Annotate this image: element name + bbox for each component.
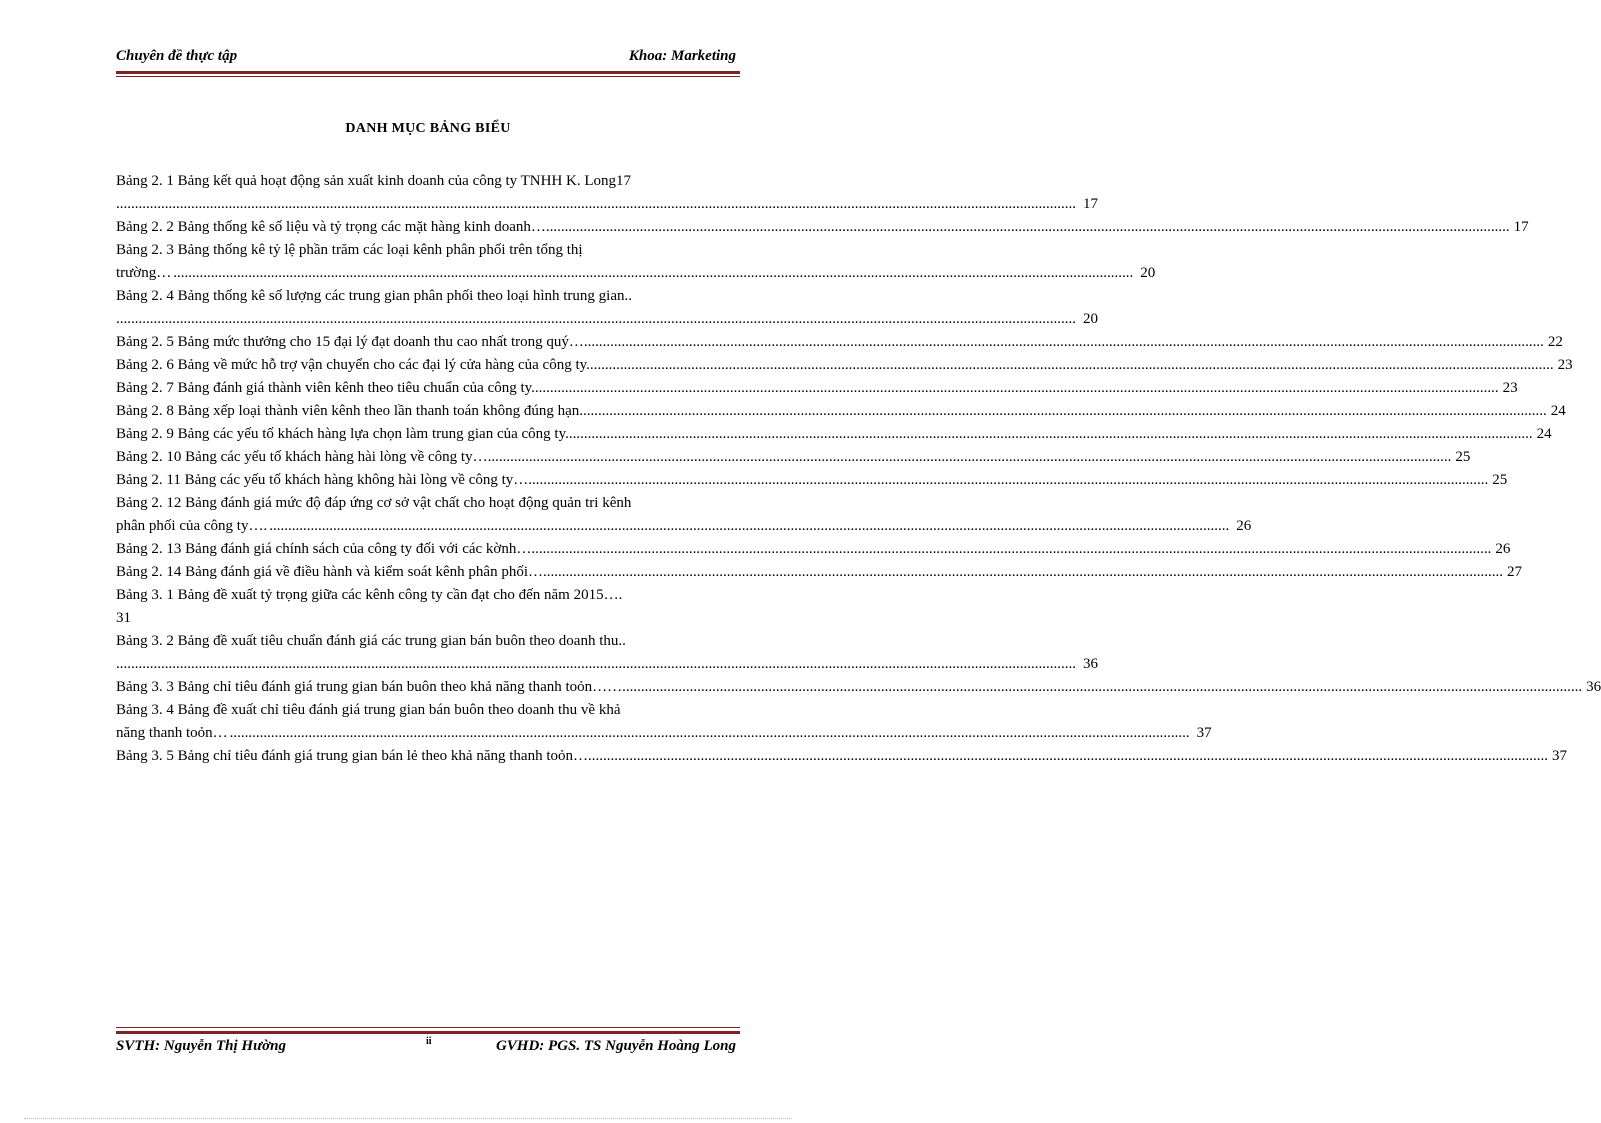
toc-entry-text: Bảng 2. 10 Bảng các yếu tố khách hàng hài lòng về công ty…. bbox=[116, 449, 492, 465]
toc-entry-text: Bảng 2. 1 Bảng kết quả hoạt động sản xuất kinh doanh của công ty TNHH K. Long17 bbox=[116, 173, 632, 189]
toc-entry-text: Bảng 2. 14 Bảng đánh giá về điều hành và kiểm soát kênh phân phối… bbox=[116, 564, 543, 580]
toc-entry-2-4[interactable] bbox=[116, 285, 1098, 331]
toc-entry-text: Bảng 2. 6 Bảng về mức hỗ trợ vận chuyển cho các đại lý cửa hàng của công ty.. bbox=[116, 357, 594, 373]
toc-entry-page: 22 bbox=[1547, 334, 1563, 350]
toc-entry-page: 20 bbox=[1083, 311, 1098, 327]
toc-entry-text: Bảng 2. 9 Bảng các yếu tố khách hàng lựa chọn làm trung gian của công ty.. bbox=[116, 426, 573, 442]
toc-entry-3-2[interactable] bbox=[116, 630, 1098, 676]
toc-entry-2-1[interactable] bbox=[116, 170, 1098, 216]
toc-entry-page: 20 bbox=[1140, 265, 1156, 281]
page-footer bbox=[116, 1036, 736, 1058]
page-title: DANH MỤC BẢNG BIỂU bbox=[345, 121, 511, 136]
footer-rule-thick bbox=[116, 1031, 740, 1034]
footer-student-name: SVTH: Nguyễn Thị Hường bbox=[116, 1038, 286, 1054]
toc-entry-page: 31 bbox=[116, 610, 131, 626]
toc-entry-text: Bảng 2. 3 Bảng thống kê tỷ lệ phần trăm các loại kênh phân phối trên tổng thị bbox=[116, 242, 583, 258]
toc-entry-2-10[interactable] bbox=[116, 446, 1471, 469]
toc-entry-page: 24 bbox=[1536, 426, 1552, 442]
header-rule-thick bbox=[116, 71, 740, 74]
toc-entry-3-4[interactable] bbox=[116, 699, 1212, 745]
toc-entry-text: Bảng 2. 7 Bảng đánh giá thành viên kênh theo tiêu chuẩn của công ty.. bbox=[116, 380, 539, 396]
toc-entry-2-11[interactable] bbox=[116, 469, 1508, 492]
toc-entry-text: Bảng 3. 5 Bảng chỉ tiêu đánh giá trung gian bán lẻ theo khả năng thanh toỏn… bbox=[116, 748, 588, 764]
toc-entry-2-3[interactable] bbox=[116, 239, 1156, 285]
footer-supervisor-name: GVHD: PGS. TS Nguyễn Hoàng Long bbox=[495, 1038, 736, 1054]
toc-entry-3-1[interactable] bbox=[116, 584, 736, 630]
toc-entry-text: Bảng 3. 4 Bảng đề xuất chỉ tiêu đánh giá trung gian bán buôn theo doanh thu về khả bbox=[116, 702, 621, 718]
toc-entry-2-8[interactable] bbox=[116, 400, 1566, 423]
toc-entry-page: 23 bbox=[1502, 380, 1518, 396]
toc-entry-3-5[interactable] bbox=[116, 745, 1567, 768]
toc-entry-page: 37 bbox=[1551, 748, 1567, 764]
toc-entry-text: Bảng 2. 11 Bảng các yếu tố khách hàng không hài lòng về công ty… bbox=[116, 472, 529, 488]
toc-entry-page: 17 bbox=[1083, 196, 1098, 212]
footer-page-number: ii bbox=[426, 1036, 432, 1047]
toc-entry-page: 25 bbox=[1492, 472, 1508, 488]
toc-entry-text: Bảng 2. 2 Bảng thống kê số liệu và tỷ trọng các mặt hàng kinh doanh…. bbox=[116, 219, 550, 235]
toc-entry-page: 27 bbox=[1507, 564, 1522, 580]
footer-rule-thin bbox=[116, 1027, 740, 1028]
toc-entry-page: 26 bbox=[1236, 518, 1252, 534]
toc-entry-text: Bảng 2. 12 Bảng đánh giá mức độ đáp ứng cơ sở vật chất cho hoạt động quản tri kênh bbox=[116, 495, 632, 511]
toc-entry-text: Bảng 3. 2 Bảng đề xuất tiêu chuẩn đánh giá các trung gian bán buôn theo doanh thu.. bbox=[116, 633, 626, 649]
toc-entry-page: 24 bbox=[1550, 403, 1566, 419]
toc-entry-text: Bảng 2. 13 Bảng đánh giá chính sách của công ty đối với các kờnh… bbox=[116, 541, 532, 557]
toc-entry-2-12[interactable] bbox=[116, 492, 1252, 538]
table-of-tables bbox=[116, 170, 1601, 768]
toc-entry-text-cont: năng thanh toỏn… bbox=[116, 725, 228, 741]
header-rule-thin bbox=[116, 76, 740, 77]
toc-entry-page: 23 bbox=[1557, 357, 1573, 373]
toc-entry-2-5[interactable] bbox=[116, 331, 1563, 354]
toc-entry-text: Bảng 2. 8 Bảng xếp loại thành viên kênh theo lần thanh toán không đúng hạn.. bbox=[116, 403, 587, 419]
toc-entry-page: 25 bbox=[1455, 449, 1471, 465]
toc-entry-page: 26 bbox=[1495, 541, 1511, 557]
page-bottom-border bbox=[24, 1118, 792, 1119]
toc-entry-3-3[interactable] bbox=[116, 676, 1601, 699]
toc-entry-text-cont: trường… bbox=[116, 265, 172, 281]
toc-entry-2-6[interactable] bbox=[116, 354, 1573, 377]
toc-entry-2-14[interactable] bbox=[116, 561, 1522, 584]
toc-entry-2-7[interactable] bbox=[116, 377, 1518, 400]
page-header bbox=[116, 48, 736, 70]
toc-entry-text: Bảng 3. 3 Bảng chỉ tiêu đánh giá trung gian bán buôn theo khả năng thanh toỏn…… bbox=[116, 679, 623, 695]
toc-entry-text: Bảng 3. 1 Bảng đề xuất tỷ trọng giữa các kênh công ty cần đạt cho đến năm 2015…. bbox=[116, 587, 623, 603]
header-left-text: Chuyên đề thực tập bbox=[116, 48, 238, 64]
toc-entry-page: 36 bbox=[1586, 679, 1601, 695]
toc-entry-page: 36 bbox=[1083, 656, 1098, 672]
toc-entry-page: 17 bbox=[1513, 219, 1529, 235]
toc-entry-text-cont: phân phối của công ty…. bbox=[116, 518, 268, 534]
toc-entry-2-2[interactable] bbox=[116, 216, 1529, 239]
toc-entry-text: Bảng 2. 5 Bảng mức thưởng cho 15 đại lý đạt doanh thu cao nhất trong quý… bbox=[116, 334, 584, 350]
toc-entry-2-13[interactable] bbox=[116, 538, 1511, 561]
toc-entry-page: 37 bbox=[1196, 725, 1212, 741]
toc-entry-text: Bảng 2. 4 Bảng thống kê số lượng các trung gian phân phối theo loại hình trung gian.. bbox=[116, 288, 632, 304]
header-right-text: Khoa: Marketing bbox=[628, 48, 736, 64]
toc-entry-2-9[interactable] bbox=[116, 423, 1552, 446]
